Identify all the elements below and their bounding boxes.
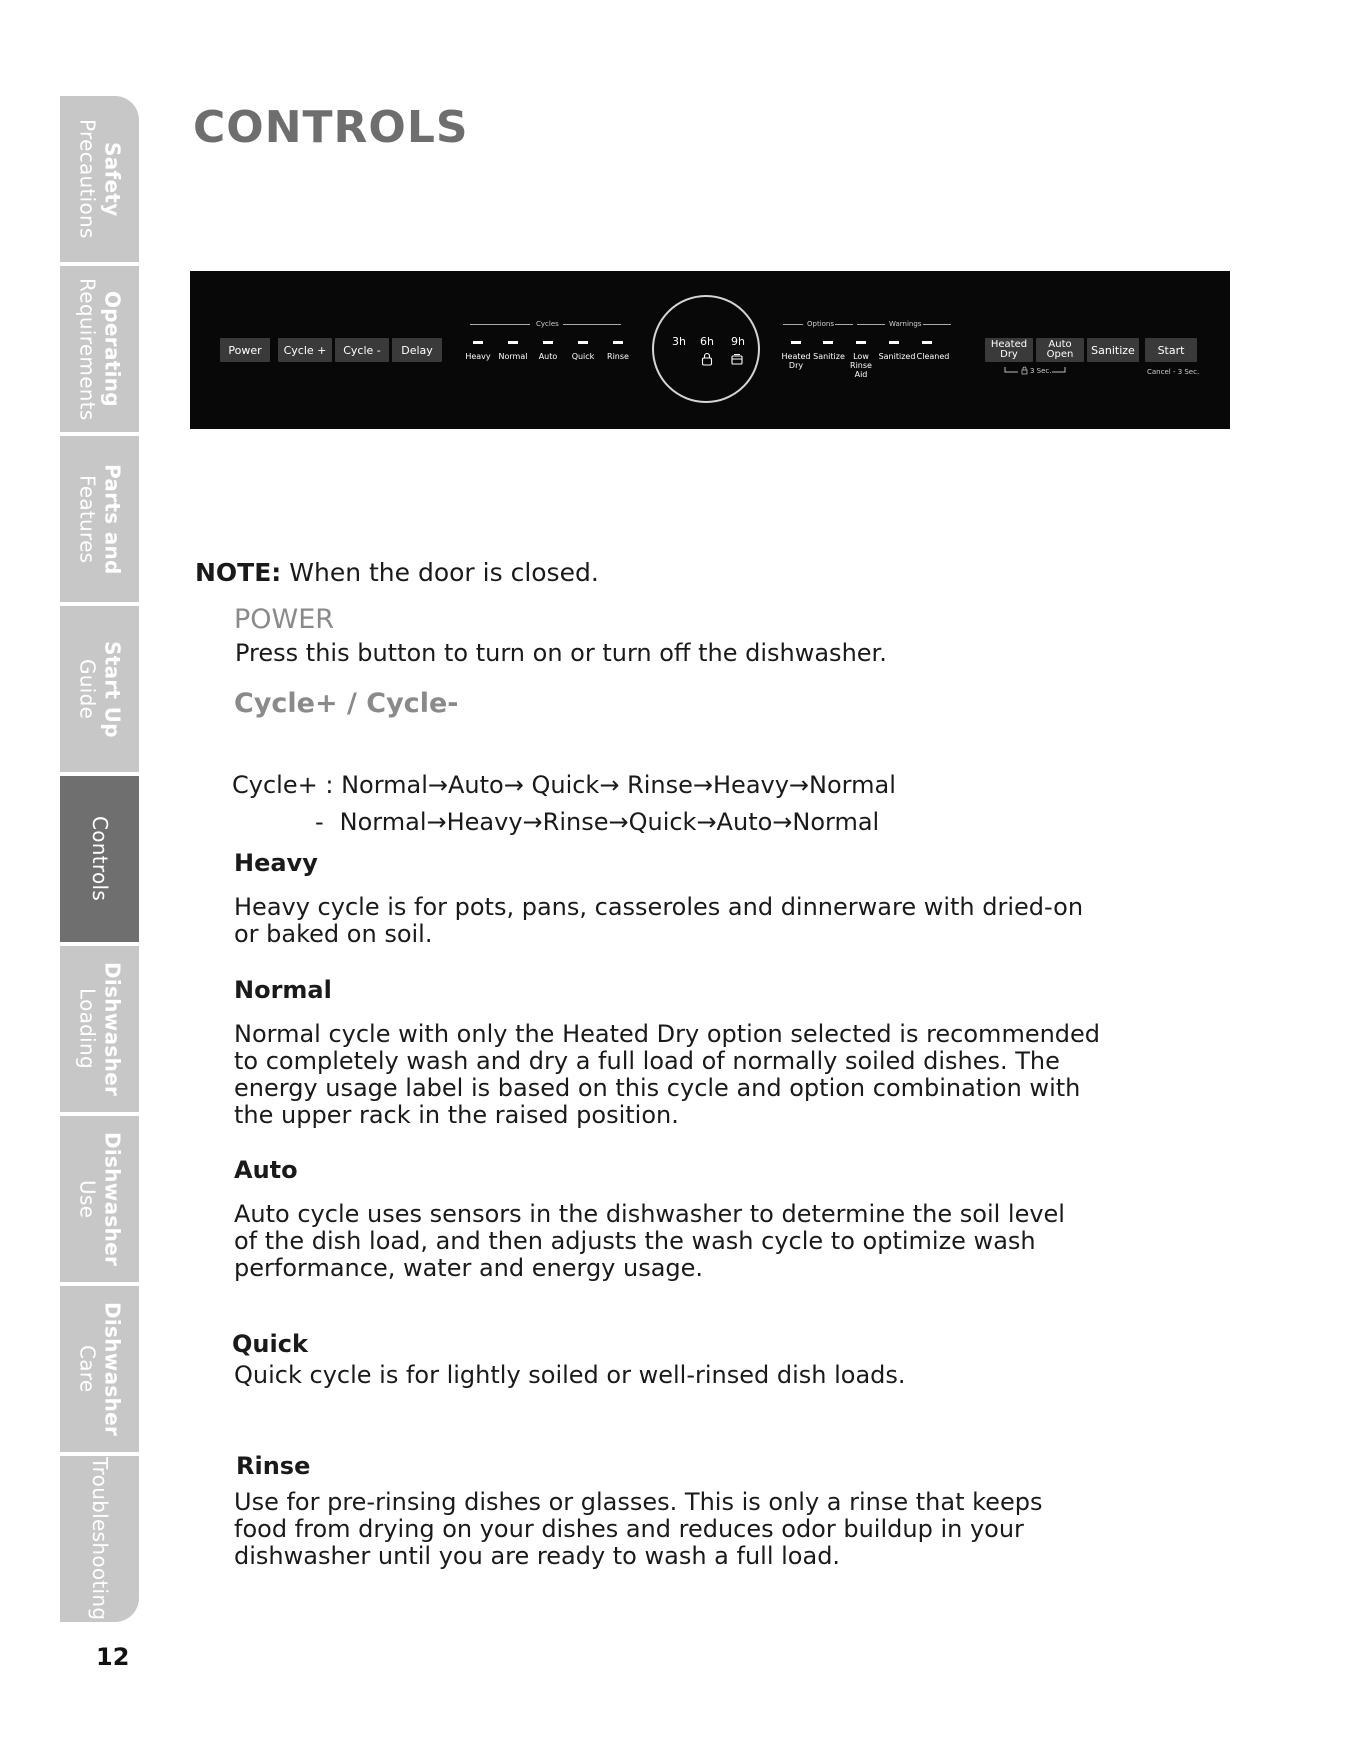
tab-label: Safety [100,141,125,217]
lock-hint: 3 Sec. [1030,367,1052,375]
power-button: Power [220,338,270,362]
tab-operating-requirements[interactable] [60,266,139,432]
delay-6h: 6h [700,335,714,348]
cycle-indicator [473,341,483,344]
page-number: 12 [96,1643,130,1671]
cycle-label-heavy: Heavy [465,352,491,361]
option-label-heated-dry [780,352,812,370]
heavy-text [234,894,1083,948]
quick-text: Quick cycle is for lightly soiled or well-rinsed dish loads. [234,1361,906,1389]
sequence-label: - [315,808,324,836]
cancel-hint: Cancel - 3 Sec. [1147,368,1200,376]
note-label: NOTE: [195,558,282,587]
option-label: Heated [781,352,811,361]
text-line: Heavy cycle is for pots, pans, casseroles and dinnerware with dried-on [234,893,1084,921]
text-line: dishwasher until you are ready to wash a full load. [234,1542,841,1570]
delay-3h: 3h [672,335,686,348]
cycle-heading: Cycle+ / Cycle- [234,688,459,719]
delay-9h: 9h [731,335,745,348]
tab-label: Parts and [100,463,125,575]
tab-troubleshooting[interactable] [60,1456,139,1622]
tab-controls[interactable] [60,776,139,942]
tab-label: Precautions [75,119,100,239]
warning-label: Aid [854,370,868,379]
tab-label: Loading [75,988,100,1070]
tab-parts-and-features[interactable] [60,436,139,602]
cycles-label: Cycles [536,320,559,328]
cycle-plus-sequence [232,771,896,799]
warning-label-cleaned: Cleaned [916,352,950,361]
tab-label: Troubleshooting [88,1457,112,1621]
tab-label: Dishwasher [100,961,125,1097]
divider [857,324,885,325]
tab-label: Operating [100,291,125,407]
option-label: Dry [788,361,804,370]
warning-label-low-rinse-aid [848,352,874,379]
auto-heading: Auto [234,1156,298,1184]
cycle-indicator [508,341,518,344]
delay-button: Delay [392,338,442,362]
tab-label: Care [75,1345,100,1393]
lock-icon [700,352,714,366]
cycle-indicator [543,341,553,344]
tab-label: Dishwasher [100,1131,125,1267]
heated-dry-button [985,338,1033,362]
tab-label: Use [75,1179,100,1219]
text-line: or baked on soil. [234,920,433,948]
auto-text [234,1201,1065,1282]
tab-label: Dishwasher [100,1301,125,1437]
cycle-plus-button: Cycle + [278,338,332,362]
cycle-indicator [578,341,588,344]
cycle-minus-sequence [315,808,879,836]
text-line: energy usage label is based on this cycle and option combination with [234,1074,1081,1102]
power-text: Press this button to turn on or turn off the dishwasher. [235,639,887,667]
divider [563,324,621,325]
rinse-heading: Rinse [236,1452,311,1480]
warning-indicator [922,341,932,344]
cycle-label-quick: Quick [571,352,595,361]
rinse-text [234,1489,1042,1570]
divider [835,324,853,325]
options-label: Options [807,320,835,328]
note-text: When the door is closed. [281,558,599,587]
tab-label: Requirements [75,277,100,421]
note [195,558,599,587]
option-indicator [823,341,833,344]
warning-indicator [856,341,866,344]
text-line: Auto cycle uses sensors in the dishwasher to determine the soil level [234,1200,1065,1228]
sanitize-button: Sanitize [1087,338,1139,362]
tab-start-up-guide[interactable] [60,606,139,772]
divider [783,324,803,325]
normal-heading: Normal [234,976,332,1004]
button-label: Heated [990,339,1028,350]
cycle-indicator [613,341,623,344]
cycle-minus-button: Cycle - [335,338,389,362]
warnings-label: Warnings [889,320,922,328]
tab-label: Features [75,474,100,564]
text-line: Use for pre-rinsing dishes or glasses. This is only a rinse that keeps [234,1488,1043,1516]
warning-label-sanitized: Sanitized [878,352,916,361]
warning-label: Low [853,352,869,361]
cycle-label-normal: Normal [498,352,528,361]
text-line: performance, water and energy usage. [234,1254,704,1282]
button-label: Auto [1048,339,1072,350]
sequence-text: Normal→Heavy→Rinse→Quick→Auto→Normal [339,808,880,836]
auto-open-button [1036,338,1084,362]
dishwasher-icon [730,353,744,367]
sequence-text: Normal→Auto→ Quick→ Rinse→Heavy→Normal [341,771,896,799]
tab-dishwasher-care[interactable] [60,1286,139,1452]
section-tabs [60,96,139,1624]
power-heading: POWER [234,604,335,635]
cycle-label-rinse: Rinse [607,352,629,361]
quick-heading: Quick [232,1330,308,1358]
button-label: Open [1046,349,1074,360]
tab-label: Start Up [100,640,125,738]
tab-label: Controls [88,816,112,902]
delay-ring [652,295,760,403]
option-label-sanitize: Sanitize [813,352,845,361]
tab-safety-precautions[interactable] [60,96,139,262]
button-label: Dry [1000,349,1018,360]
tab-dishwasher-loading[interactable] [60,946,139,1112]
text-line: Normal cycle with only the Heated Dry option selected is recommended [234,1020,1101,1048]
divider [470,324,530,325]
text-line: to completely wash and dry a full load of normally soiled dishes. The [234,1047,1060,1075]
control-panel-illustration [190,271,1230,429]
tab-dishwasher-use[interactable] [60,1116,139,1282]
divider [923,324,951,325]
text-line: food from drying on your dishes and reduces odor buildup in your [234,1515,1024,1543]
sequence-label: Cycle+ : [232,771,334,799]
cycle-label-auto: Auto [538,352,558,361]
start-button: Start [1145,338,1197,362]
normal-text [234,1021,1100,1129]
option-indicator [791,341,801,344]
text-line: the upper rack in the raised position. [234,1101,679,1129]
heavy-heading: Heavy [234,849,318,877]
warning-label: Rinse [850,361,872,370]
warning-indicator [889,341,899,344]
text-line: of the dish load, and then adjusts the wash cycle to optimize wash [234,1227,1036,1255]
page-title: CONTROLS [193,102,469,153]
tab-label: Guide [75,658,100,720]
